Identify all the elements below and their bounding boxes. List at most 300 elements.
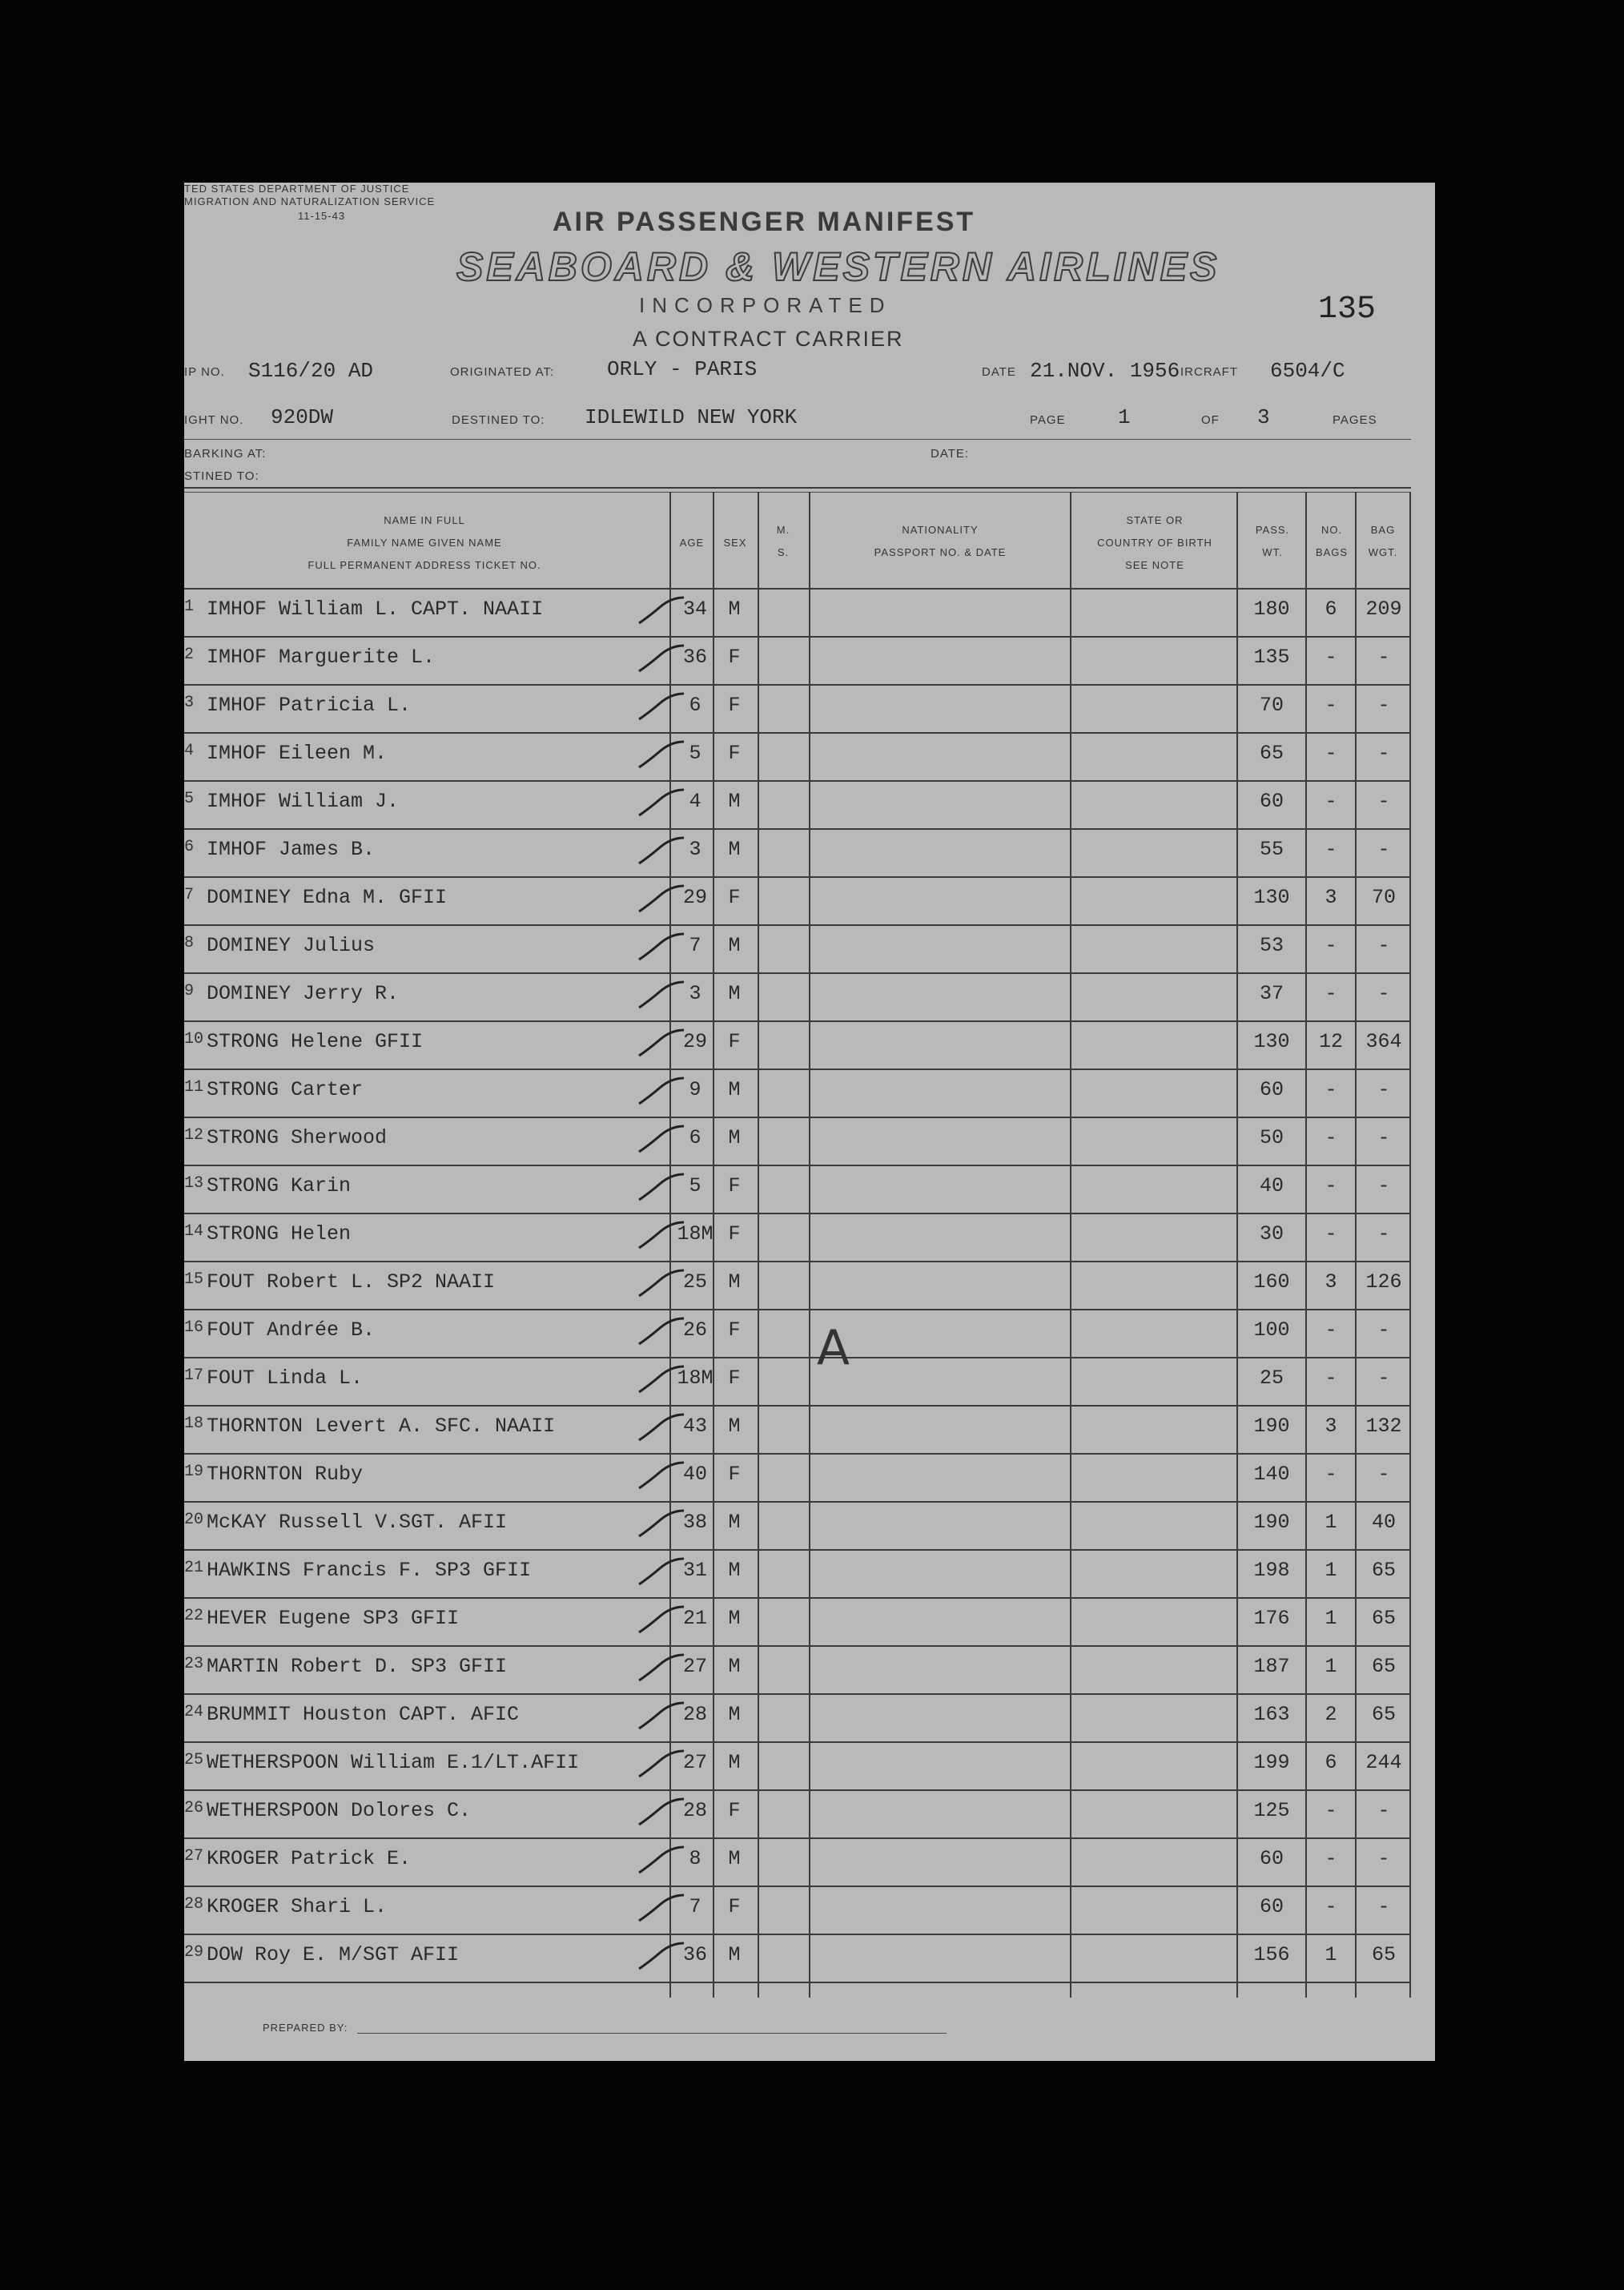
bag-weight: 65 [1371,1703,1396,1726]
table-row [184,686,1435,734]
passenger-weight: 190 [1253,1415,1290,1438]
row-number: 9 [184,982,195,1000]
passenger-sex: F [728,694,741,717]
passenger-age: 9 [689,1078,701,1101]
check-mark-icon [633,1461,689,1495]
aircraft-label: IRCRAFT [1180,365,1238,379]
check-mark-icon [633,740,689,774]
passenger-weight: 140 [1253,1463,1290,1486]
passenger-sex: F [728,1895,741,1918]
bag-weight: - [1377,1078,1390,1101]
bag-count: 1 [1325,1511,1337,1534]
table-row [184,1551,1435,1599]
bag-weight: - [1377,694,1390,717]
prepared-by-line [357,2033,947,2034]
flight-label: IGHT NO. [184,413,244,427]
row-number: 25 [184,1751,204,1769]
passenger-sex: F [728,1030,741,1053]
passenger-weight: 60 [1259,790,1284,813]
passenger-name: IMHOF Eileen M. [207,742,388,765]
passenger-name: BRUMMIT Houston CAPT. AFIC [207,1703,520,1726]
table-row [184,782,1435,830]
bag-count: 1 [1325,1943,1337,1966]
originated-value: ORLY - PARIS [607,357,758,381]
check-mark-icon [633,932,689,966]
bag-weight: - [1377,1318,1390,1342]
check-mark-icon [633,788,689,822]
passenger-sex: M [728,838,741,861]
table-row [184,830,1435,878]
row-number: 14 [184,1222,204,1241]
flight-value: 920DW [271,405,334,429]
passenger-age: 5 [689,1174,701,1197]
bag-count: - [1325,1799,1337,1822]
row-number: 5 [184,790,195,808]
row-number: 26 [184,1799,204,1817]
row-number: 13 [184,1174,204,1193]
passenger-name: DOMINEY Edna M. GFII [207,886,448,909]
passenger-weight: 199 [1253,1751,1290,1774]
passenger-age: 29 [682,1030,707,1053]
table-row [184,1358,1435,1407]
table-row [184,926,1435,974]
row-number: 17 [184,1366,204,1385]
bag-weight: 65 [1371,1607,1396,1630]
bag-count: - [1325,1174,1337,1197]
passenger-sex: M [728,1511,741,1534]
check-mark-icon [633,980,689,1014]
passenger-name: FOUT Andrée B. [207,1318,376,1342]
table-top-rule-2 [184,492,1411,493]
passenger-age: 43 [682,1415,707,1438]
bag-count: 1 [1325,1607,1337,1630]
destined2-label: STINED TO: [184,469,259,483]
passenger-name: WETHERSPOON Dolores C. [207,1799,472,1822]
passenger-name: DOMINEY Jerry R. [207,982,400,1005]
table-row [184,1022,1435,1070]
bag-weight: 126 [1365,1270,1402,1294]
header-ms: M. S. [776,524,790,558]
passenger-weight: 50 [1259,1126,1284,1149]
passenger-name: McKAY Russell V.SGT. AFII [207,1511,508,1534]
check-mark-icon [633,1077,689,1110]
passenger-age: 5 [689,742,701,765]
passenger-sex: M [728,1751,741,1774]
row-number: 4 [184,742,195,760]
passenger-sex: M [728,1847,741,1870]
check-mark-icon [633,692,689,726]
passenger-name: STRONG Sherwood [207,1126,388,1149]
form-code: 11-15-43 [298,210,346,222]
passenger-weight: 163 [1253,1703,1290,1726]
date-label: DATE [982,365,1016,379]
passenger-age: 4 [689,790,701,813]
header-age: AGE [679,537,705,549]
row-number: 7 [184,886,195,904]
passenger-age: 36 [682,1943,707,1966]
carrier-label: A CONTRACT CARRIER [633,327,904,351]
row-number: 28 [184,1895,204,1914]
passenger-age: 28 [682,1799,707,1822]
passenger-weight: 130 [1253,886,1290,909]
passenger-name: DOMINEY Julius [207,934,376,957]
of-value: 3 [1257,405,1270,429]
bag-count: 3 [1325,1415,1337,1438]
department-line: TED STATES DEPARTMENT OF JUSTICE [184,183,410,195]
passenger-sex: M [728,1655,741,1678]
table-row [184,1166,1435,1214]
passenger-weight: 37 [1259,982,1284,1005]
check-mark-icon [633,1942,689,1975]
check-mark-icon [633,1509,689,1543]
table-row [184,1455,1435,1503]
passenger-weight: 65 [1259,742,1284,765]
date2-label: DATE: [931,447,970,461]
table-row [184,1743,1435,1791]
originated-label: ORIGINATED AT: [450,365,555,379]
check-mark-icon [633,1797,689,1831]
passenger-age: 18M [677,1366,714,1390]
bag-weight: 70 [1371,886,1396,909]
bag-weight: - [1377,1126,1390,1149]
passenger-age: 7 [689,1895,701,1918]
page-label: PAGE [1030,413,1066,427]
bag-weight: 132 [1365,1415,1402,1438]
header-birth: STATE OR COUNTRY OF BIRTH SEE NOTE [1097,514,1212,571]
passenger-weight: 160 [1253,1270,1290,1294]
passenger-weight: 55 [1259,838,1284,861]
bag-count: 1 [1325,1559,1337,1582]
of-label: OF [1201,413,1220,427]
passenger-name: IMHOF Marguerite L. [207,646,436,669]
check-mark-icon [633,1125,689,1158]
check-mark-icon [633,884,689,918]
passenger-weight: 125 [1253,1799,1290,1822]
bag-count: 3 [1325,1270,1337,1294]
passenger-sex: F [728,1318,741,1342]
divider [184,439,1411,440]
bag-weight: - [1377,838,1390,861]
passenger-weight: 176 [1253,1607,1290,1630]
row-number: 27 [184,1847,204,1865]
passenger-age: 21 [682,1607,707,1630]
row-number: 10 [184,1030,204,1048]
passenger-weight: 135 [1253,646,1290,669]
table-row [184,1310,1435,1358]
check-mark-icon [633,1557,689,1591]
bag-weight: - [1377,1366,1390,1390]
table-row [184,1407,1435,1455]
row-rule [184,1982,1411,1983]
handwritten-mark: A [817,1320,850,1376]
check-mark-icon [633,1317,689,1350]
table-row [184,974,1435,1022]
bag-count: - [1325,934,1337,957]
passenger-age: 8 [689,1847,701,1870]
passenger-age: 34 [682,598,707,621]
passenger-sex: F [728,1799,741,1822]
passenger-age: 38 [682,1511,707,1534]
check-mark-icon [633,1028,689,1062]
bag-count: - [1325,982,1337,1005]
passenger-sex: M [728,1703,741,1726]
passenger-age: 6 [689,694,701,717]
passenger-age: 29 [682,886,707,909]
bag-count: - [1325,1318,1337,1342]
passenger-weight: 156 [1253,1943,1290,1966]
bag-count: 6 [1325,598,1337,621]
header-sex: SEX [723,537,747,549]
table-row [184,734,1435,782]
passenger-age: 3 [689,982,701,1005]
bag-weight: 209 [1365,598,1402,621]
bag-count: - [1325,694,1337,717]
bag-count: - [1325,838,1337,861]
row-number: 22 [184,1607,204,1625]
passenger-age: 26 [682,1318,707,1342]
passenger-weight: 198 [1253,1559,1290,1582]
table-row [184,1839,1435,1887]
header-bags: NO. BAGS [1315,524,1349,558]
bag-weight: - [1377,742,1390,765]
check-mark-icon [633,1413,689,1447]
bag-weight: - [1377,1174,1390,1197]
check-mark-icon [633,836,689,870]
aircraft-value: 6504/C [1270,359,1345,383]
table-row [184,1791,1435,1839]
passenger-weight: 60 [1259,1847,1284,1870]
passenger-sex: M [728,1270,741,1294]
passenger-age: 27 [682,1655,707,1678]
incorporated-label: INCORPORATED [639,293,892,317]
bag-weight: - [1377,1799,1390,1822]
row-number: 11 [184,1078,204,1097]
passenger-sex: M [728,1415,741,1438]
check-mark-icon [633,1605,689,1639]
row-number: 8 [184,934,195,952]
passenger-sex: M [728,1078,741,1101]
table-row [184,1118,1435,1166]
table-row [184,1935,1435,1983]
destined-value: IDLEWILD NEW YORK [585,405,798,429]
passenger-sex: M [728,1559,741,1582]
passenger-age: 36 [682,646,707,669]
passenger-weight: 40 [1259,1174,1284,1197]
passenger-name: WETHERSPOON William E.1/LT.AFII [207,1751,580,1774]
passenger-sex: F [728,1366,741,1390]
bag-count: - [1325,1847,1337,1870]
sheet-number: 135 [1318,292,1377,328]
passenger-name: HAWKINS Francis F. SP3 GFII [207,1559,532,1582]
check-mark-icon [633,1653,689,1687]
check-mark-icon [633,596,689,630]
check-mark-icon [633,1365,689,1399]
bag-count: - [1325,1222,1337,1246]
passenger-sex: F [728,1174,741,1197]
trip-label: IP NO. [184,365,225,379]
bag-count: 3 [1325,886,1337,909]
check-mark-icon [633,1269,689,1302]
passenger-sex: F [728,646,741,669]
passenger-sex: M [728,1607,741,1630]
airline-logo: SEABOARD & WESTERN AIRLINES [456,244,1220,289]
bag-count: 6 [1325,1751,1337,1774]
bag-weight: 65 [1371,1655,1396,1678]
row-number: 29 [184,1943,204,1962]
bag-weight: 65 [1371,1943,1396,1966]
row-number: 24 [184,1703,204,1721]
header-name: NAME IN FULL FAMILY NAME GIVEN NAME FULL PERMANENT ADDRESS TICKET NO. [308,514,541,571]
passenger-weight: 60 [1259,1078,1284,1101]
passenger-name: IMHOF Patricia L. [207,694,412,717]
table-row [184,878,1435,926]
passenger-weight: 53 [1259,934,1284,957]
passenger-age: 3 [689,838,701,861]
passenger-name: HEVER Eugene SP3 GFII [207,1607,460,1630]
row-number: 15 [184,1270,204,1289]
row-number: 1 [184,598,195,616]
table-row [184,1695,1435,1743]
passenger-weight: 25 [1259,1366,1284,1390]
row-number: 6 [184,838,195,856]
passenger-name: STRONG Helen [207,1222,352,1246]
passenger-sex: F [728,742,741,765]
table-row [184,1262,1435,1310]
bag-count: 2 [1325,1703,1337,1726]
table-top-rule [184,487,1411,489]
bag-count: - [1325,1366,1337,1390]
table-row [184,1503,1435,1551]
passenger-name: IMHOF William J. [207,790,400,813]
table-row [184,590,1435,638]
check-mark-icon [633,1173,689,1206]
passenger-weight: 70 [1259,694,1284,717]
row-number: 23 [184,1655,204,1673]
passenger-name: STRONG Helene GFII [207,1030,424,1053]
passenger-sex: F [728,886,741,909]
passenger-sex: M [728,982,741,1005]
page-value: 1 [1118,405,1131,429]
check-mark-icon [633,644,689,678]
bag-count: 1 [1325,1655,1337,1678]
passenger-sex: M [728,598,741,621]
pages-label: PAGES [1333,413,1377,427]
passenger-weight: 190 [1253,1511,1290,1534]
destined-label: DESTINED TO: [452,413,545,427]
row-number: 2 [184,646,195,664]
table-row [184,1887,1435,1935]
bag-weight: - [1377,1463,1390,1486]
passenger-age: 40 [682,1463,707,1486]
passenger-name: STRONG Karin [207,1174,352,1197]
passenger-name: KROGER Patrick E. [207,1847,412,1870]
passenger-age: 7 [689,934,701,957]
bag-weight: - [1377,934,1390,957]
passenger-name: MARTIN Robert D. SP3 GFII [207,1655,508,1678]
bag-count: - [1325,742,1337,765]
bag-weight: - [1377,1222,1390,1246]
bag-weight: - [1377,982,1390,1005]
passenger-age: 28 [682,1703,707,1726]
bag-weight: - [1377,646,1390,669]
service-line: MIGRATION AND NATURALIZATION SERVICE [184,195,436,207]
check-mark-icon [633,1701,689,1735]
bag-weight: 65 [1371,1559,1396,1582]
embarking-label: BARKING AT: [184,447,267,461]
bag-weight: 244 [1365,1751,1402,1774]
table-row [184,1070,1435,1118]
passenger-name: IMHOF James B. [207,838,376,861]
bag-count: - [1325,1078,1337,1101]
manifest-sheet [184,183,1435,2061]
bag-count: - [1325,646,1337,669]
passenger-name: THORNTON Levert A. SFC. NAAII [207,1415,556,1438]
bag-count: - [1325,790,1337,813]
row-number: 18 [184,1415,204,1433]
table-row [184,638,1435,686]
passenger-name: KROGER Shari L. [207,1895,388,1918]
passenger-sex: F [728,1222,741,1246]
passenger-weight: 130 [1253,1030,1290,1053]
header-nationality: NATIONALITY PASSPORT NO. & DATE [874,524,1007,558]
bag-weight: 40 [1371,1511,1396,1534]
bag-count: 12 [1318,1030,1343,1053]
row-number: 19 [184,1463,204,1481]
row-number: 20 [184,1511,204,1529]
passenger-name: FOUT Linda L. [207,1366,364,1390]
passenger-weight: 30 [1259,1222,1284,1246]
passenger-sex: M [728,934,741,957]
trip-value: S116/20 AD [248,359,374,383]
passenger-weight: 100 [1253,1318,1290,1342]
bag-weight: - [1377,1847,1390,1870]
table-row [184,1647,1435,1695]
passenger-name: DOW Roy E. M/SGT AFII [207,1943,460,1966]
passenger-age: 27 [682,1751,707,1774]
passenger-name: IMHOF William L. CAPT. NAAII [207,598,544,621]
date-value: 21.NOV. 1956 [1030,359,1180,383]
row-number: 12 [184,1126,204,1145]
passenger-weight: 60 [1259,1895,1284,1918]
prepared-by-label: PREPARED BY: [263,2022,348,2034]
bag-count: - [1325,1463,1337,1486]
passenger-weight: 180 [1253,598,1290,621]
bag-weight: - [1377,790,1390,813]
check-mark-icon [633,1221,689,1254]
passenger-sex: M [728,1943,741,1966]
row-number: 16 [184,1318,204,1337]
passenger-weight: 187 [1253,1655,1290,1678]
passenger-name: THORNTON Ruby [207,1463,364,1486]
bag-weight: - [1377,1895,1390,1918]
passenger-age: 18M [677,1222,714,1246]
document-title: AIR PASSENGER MANIFEST [553,207,976,237]
bag-count: - [1325,1126,1337,1149]
passenger-age: 6 [689,1126,701,1149]
passenger-name: STRONG Carter [207,1078,364,1101]
bag-count: - [1325,1895,1337,1918]
bag-weight: 364 [1365,1030,1402,1053]
passenger-sex: M [728,790,741,813]
passenger-sex: M [728,1126,741,1149]
header-weight: PASS. WT. [1255,524,1290,558]
passenger-age: 25 [682,1270,707,1294]
row-number: 3 [184,694,195,712]
check-mark-icon [633,1894,689,1927]
header-bag-weight: BAG WGT. [1368,524,1398,558]
passenger-sex: F [728,1463,741,1486]
passenger-age: 31 [682,1559,707,1582]
